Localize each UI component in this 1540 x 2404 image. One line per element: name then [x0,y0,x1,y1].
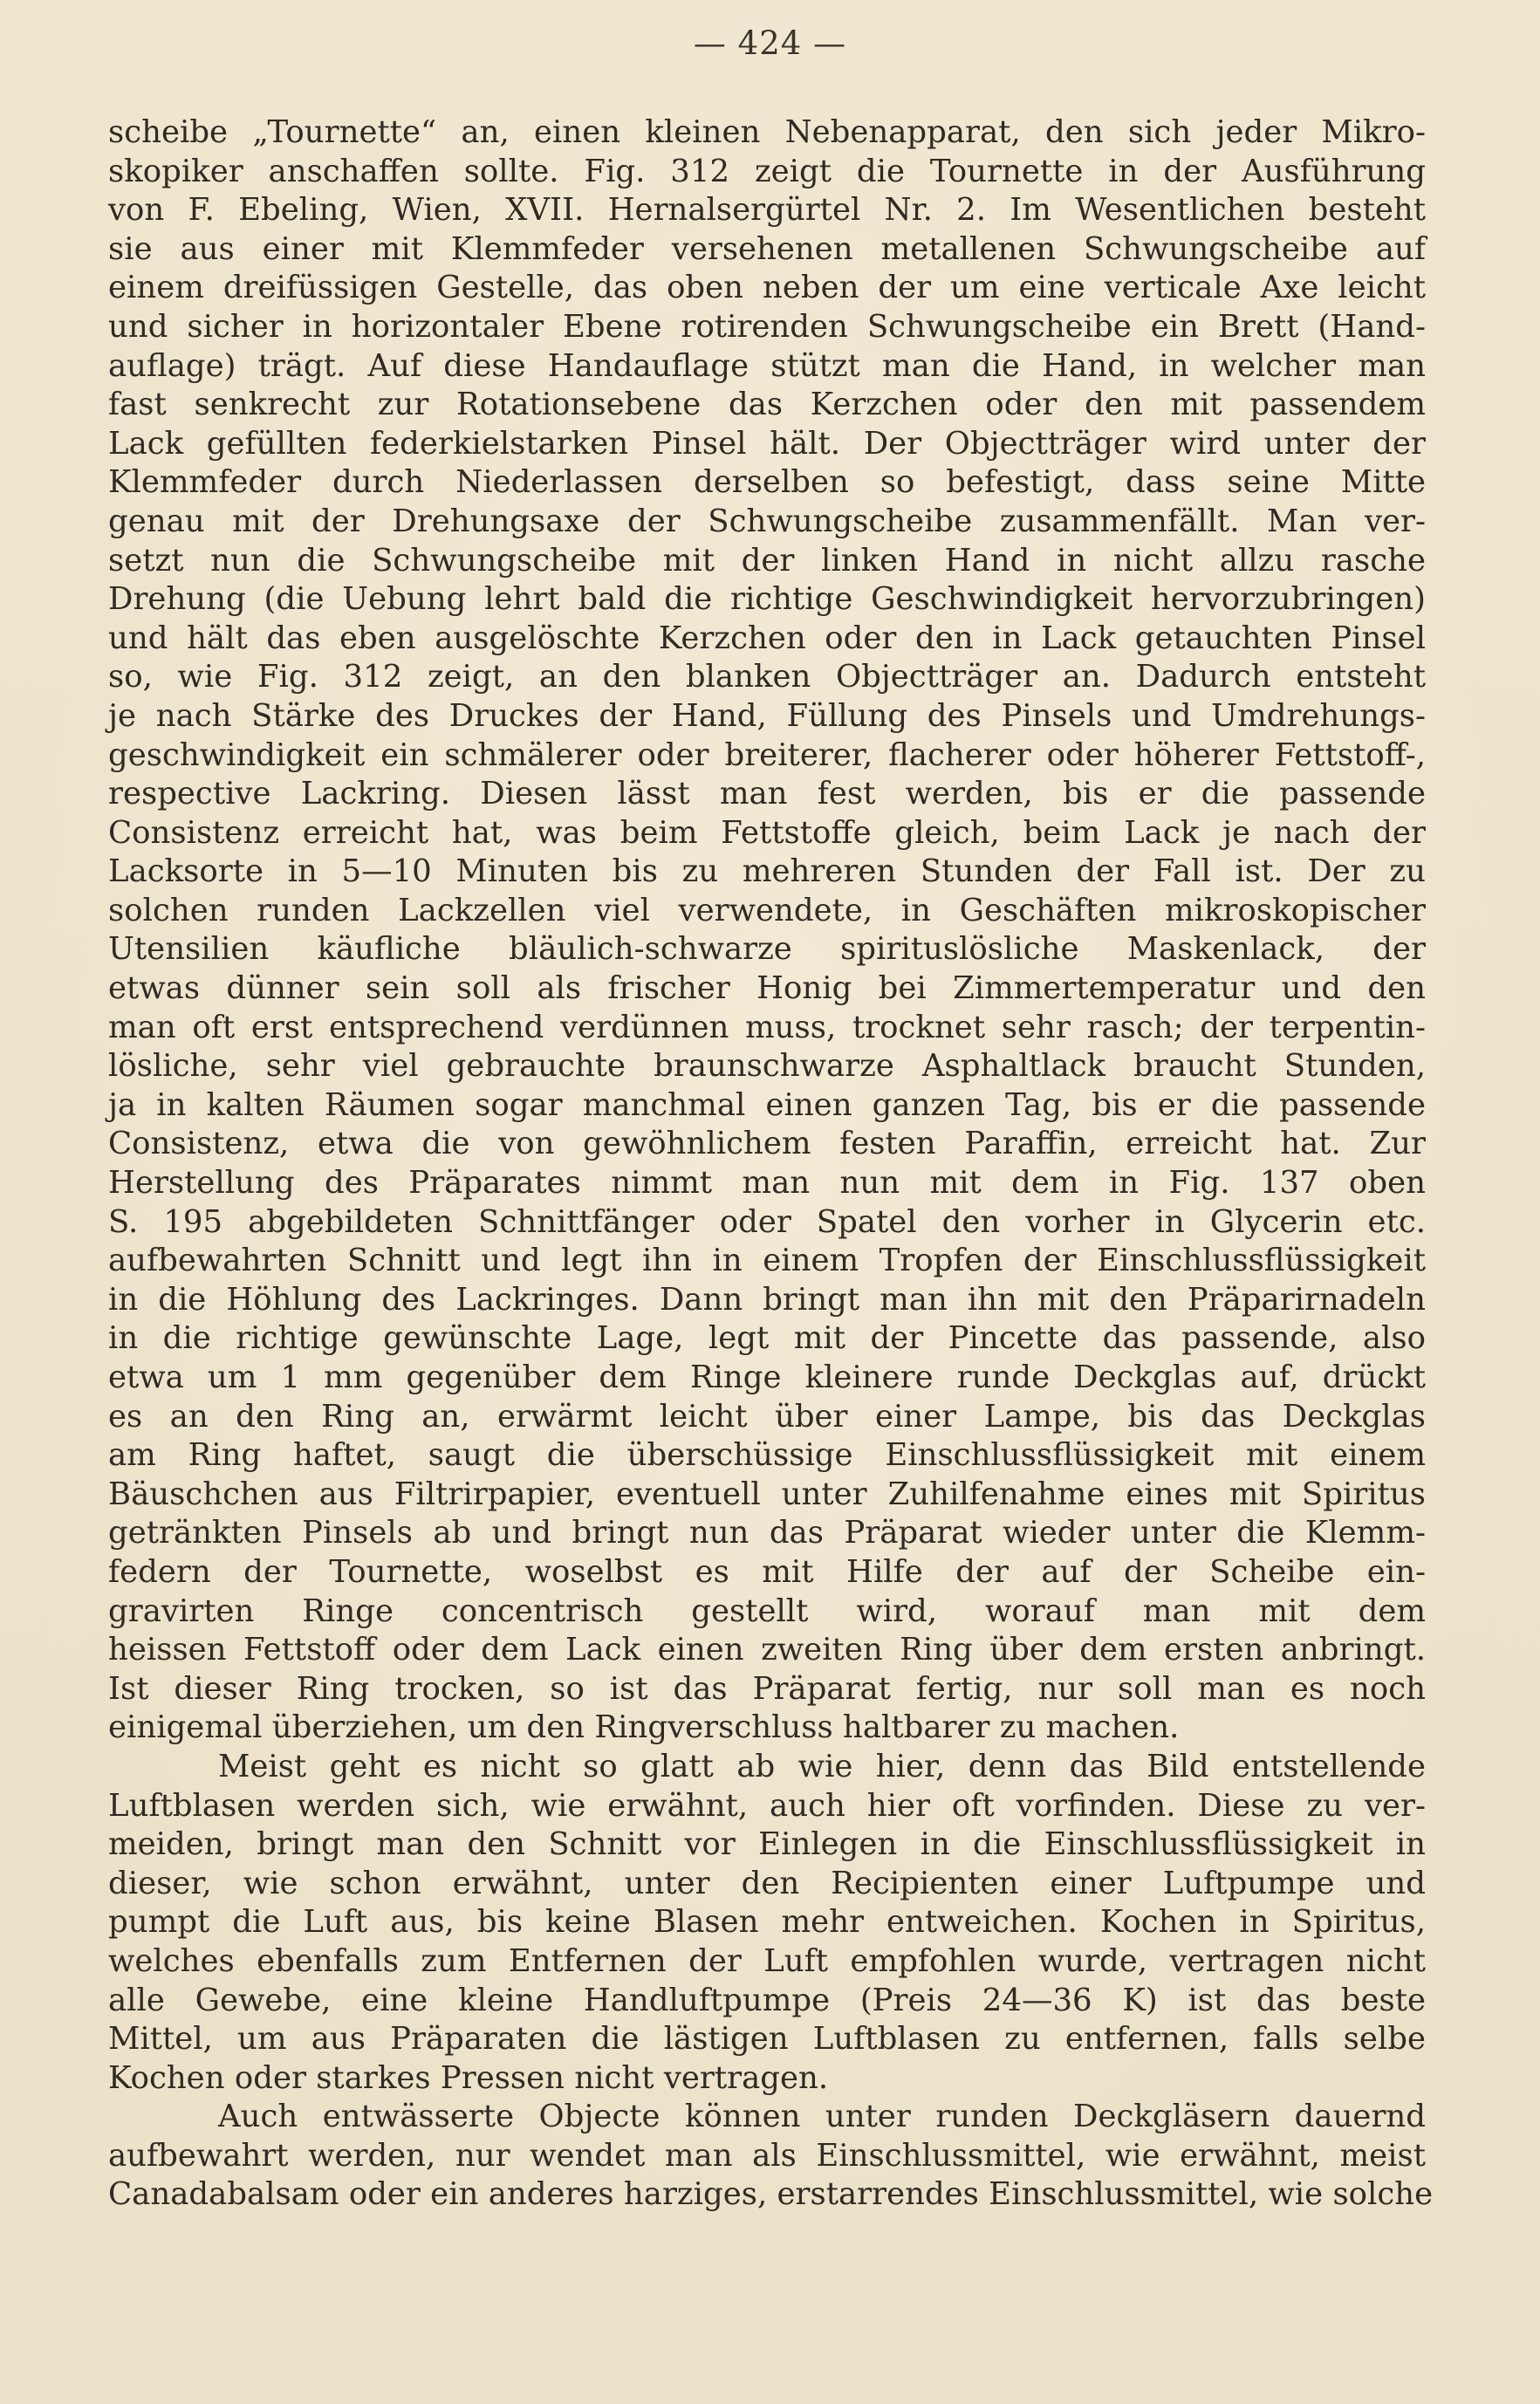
text-line: Kochen oder starkes Pressen nicht vertragen. [108,2059,829,2096]
text-line: Auch entwässerte Objecte können unter runden Deckgläsern dauernd [218,2099,1426,2135]
text-line: auflage) trägt. Auf diese Handauflage stützt man die Hand, in welcher man [108,347,1426,384]
text-line: Consistenz erreicht hat, was beim Fettstoffe gleich, beim Lack je nach der [108,814,1426,851]
text-line: ja in kalten Räumen sogar manchmal einen ganzen Tag, bis er die passende [108,1086,1426,1123]
text-line: respective Lackring. Diesen lässt man fest werden, bis er die passende [108,776,1426,812]
text-line: Herstellung des Präparates nimmt man nun mit dem in Fig. 137 oben [108,1165,1426,1202]
text-line: dieser, wie schon erwähnt, unter den Recipienten einer Luftpumpe und [108,1865,1426,1901]
text-line: scheibe „Tournette“ an, einen kleinen Nebenapparat, den sich jeder Mikro- [108,114,1426,150]
text-line: Klemmfeder durch Niederlassen derselben so befestigt, dass seine Mitte [108,464,1426,501]
text-line: Lack gefüllten federkielstarken Pinsel hält. Der Objectträger wird unter der [108,425,1426,462]
text-line: und hält das eben ausgelöschte Kerzchen oder den in Lack getauchten Pinsel [108,620,1426,656]
text-line: alle Gewebe, eine kleine Handluftpumpe (Preis 24—36 K) ist das beste [108,1982,1426,2018]
text-line: meiden, bringt man den Schnitt vor Einlegen in die Einschlussflüssigkeit in [108,1826,1426,1863]
text-line: so, wie Fig. 312 zeigt, an den blanken Objectträger an. Dadurch entsteht [108,659,1426,695]
text-line: je nach Stärke des Druckes der Hand, Füllung des Pinsels und Umdrehungs- [108,697,1426,734]
text-line: einigemal überziehen, um den Ringverschluss haltbarer zu machen. [108,1709,1180,1746]
text-line: in die richtige gewünschte Lage, legt mit der Pincette das passende, also [108,1320,1426,1357]
text-line: welches ebenfalls zum Entfernen der Luft empfohlen wurde, vertragen nicht [108,1942,1426,1979]
text-line: skopiker anschaffen sollte. Fig. 312 zeigt die Tournette in der Ausführung [108,153,1426,189]
text-line: federn der Tournette, woselbst es mit Hilfe der auf der Scheibe ein- [108,1553,1426,1590]
text-line: Lacksorte in 5—10 Minuten bis zu mehreren Stunden der Fall ist. Der zu [108,853,1426,890]
text-line: Ist dieser Ring trocken, so ist das Präparat fertig, nur soll man es noch [108,1670,1426,1707]
text-line: setzt nun die Schwungscheibe mit der linken Hand in nicht allzu rasche [108,542,1426,579]
text-line: heissen Fettstoff oder dem Lack einen zweiten Ring über dem ersten anbringt. [108,1632,1426,1668]
text-line: lösliche, sehr viel gebrauchte braunschwarze Asphaltlack braucht Stunden, [108,1048,1426,1085]
text-line: pumpt die Luft aus, bis keine Blasen mehr entweichen. Kochen in Spiritus, [108,1904,1426,1941]
text-line: Canadabalsam oder ein anderes harziges, erstarrendes Einschlussmittel, wie solche [108,2176,1434,2213]
text-line: getränkten Pinsels ab und bringt nun das Präparat wieder unter die Klemm- [108,1515,1426,1551]
text-line: etwas dünner sein soll als frischer Honig bei Zimmertemperatur und den [108,970,1426,1007]
text-line: und sicher in horizontaler Ebene rotirenden Schwungscheibe ein Brett (Hand- [108,308,1426,345]
text-line: Meist geht es nicht so glatt ab wie hier, denn das Bild entstellende [218,1748,1426,1784]
text-line: von F. Ebeling, Wien, XVII. Hernalsergürtel Nr. 2. Im Wesentlichen besteht [108,192,1426,229]
text-line: aufbewahrten Schnitt und legt ihn in einem Tropfen der Einschlussflüssigkeit [108,1243,1426,1279]
page-number: — 424 — [693,24,847,62]
text-line: Bäuschchen aus Filtrirpapier, eventuell unter Zuhilfenahme eines mit Spiritus [108,1476,1426,1512]
text-line: Utensilien käufliche bläulich-schwarze spirituslösliche Maskenlack, der [108,931,1426,968]
text-line: in die Höhlung des Lackringes. Dann bringt man ihn mit den Präparirnadeln [108,1281,1426,1318]
text-line: genau mit der Drehungsaxe der Schwungscheibe zusammenfällt. Man ver- [108,503,1426,539]
text-line: fast senkrecht zur Rotationsebene das Kerzchen oder den mit passendem [108,387,1426,423]
text-line: Drehung (die Uebung lehrt bald die richtige Geschwindigkeit hervorzubringen) [108,581,1426,618]
text-line: Consistenz, etwa die von gewöhnlichem festen Paraffin, erreicht hat. Zur [108,1126,1426,1162]
body-text [108,113,1434,2215]
text-line: geschwindigkeit ein schmälerer oder breiterer, flacherer oder höherer Fettstoff-, [108,736,1426,773]
text-line: es an den Ring an, erwärmt leicht über einer Lampe, bis das Deckglas [108,1398,1426,1435]
text-line: gravirten Ringe concentrisch gestellt wird, worauf man mit dem [108,1592,1426,1629]
text-line: etwa um 1 mm gegenüber dem Ringe kleinere runde Deckglas auf, drückt [108,1360,1426,1395]
text-line: am Ring haftet, saugt die überschüssige Einschlussflüssigkeit mit einem [108,1437,1426,1474]
text-line: aufbewahrt werden, nur wendet man als Einschlussmittel, wie erwähnt, meist [108,2137,1426,2174]
text-line: man oft erst entsprechend verdünnen muss, trocknet sehr rasch; der terpentin- [108,1009,1426,1045]
text-line: Luftblasen werden sich, wie erwähnt, auch hier oft vorfinden. Diese zu ver- [108,1787,1426,1824]
text-line: einem dreifüssigen Gestelle, das oben neben der um eine verticale Axe leicht [108,270,1426,306]
text-line: Mittel, um aus Präparaten die lästigen Luftblasen zu entfernen, falls selbe [108,2021,1426,2058]
text-line: solchen runden Lackzellen viel verwendete, in Geschäften mikroskopischer [108,892,1426,928]
text-line: S. 195 abgebildeten Schnittfänger oder Spatel den vorher in Glycerin etc. [108,1203,1426,1240]
text-line: sie aus einer mit Klemmfeder versehenen metallenen Schwungscheibe auf [108,230,1426,267]
